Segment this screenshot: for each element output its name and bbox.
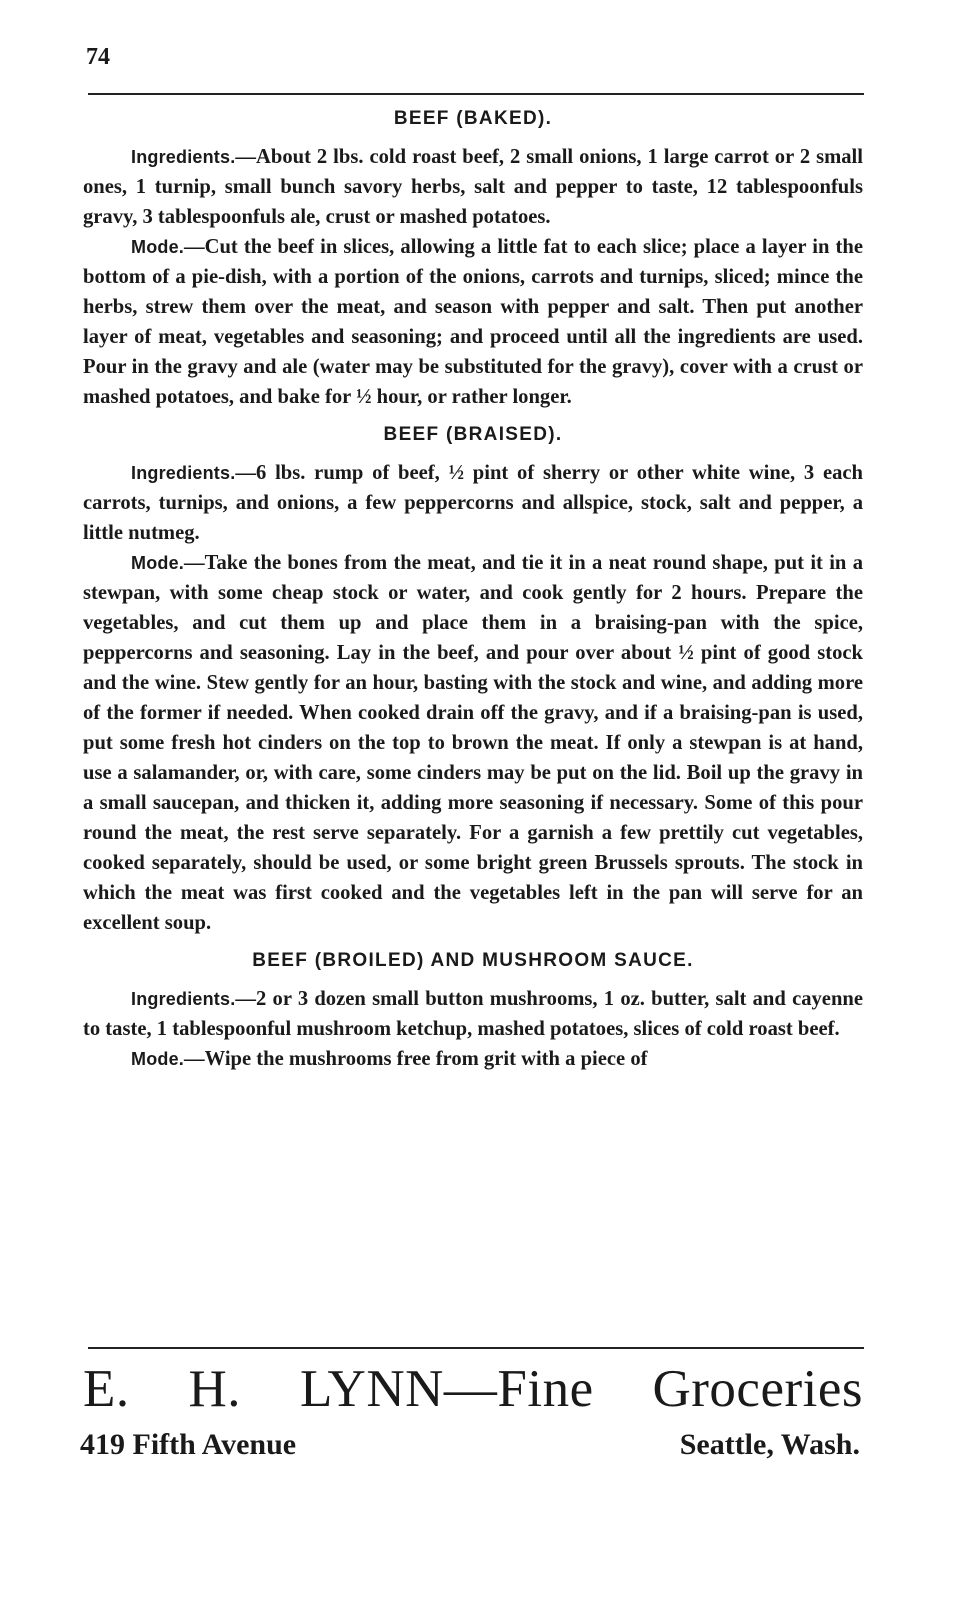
mode-paragraph bbox=[83, 232, 863, 412]
recipe-heading-beef-braised: BEEF (BRAISED). bbox=[383, 424, 563, 445]
ingredients-label: Ingredients. bbox=[131, 989, 236, 1009]
mode-label: Mode. bbox=[131, 553, 184, 573]
mode-label: Mode. bbox=[131, 237, 184, 257]
ingredients-paragraph bbox=[83, 142, 863, 232]
mode-text: —Cut the beef in slices, allowing a little fat to each slice; place a layer in the bottom of a pie-dish, with a portion of the onions, carrots and turnips, sliced; mince the herbs, strew them over the meat, and season with pepper and salt. Then put another layer of meat, vegetables and seasoning; and proceed until all the ingredients are used. Pour in the gravy and ale (water may be substituted for the gravy), cover with a crust or mashed potatoes, and bake for ½ hour, or rather longer. bbox=[83, 236, 863, 408]
mode-text: —Take the bones from the meat, and tie it in a neat round shape, put it in a stewpan, with some cheap stock or water, and cook gently for 2 hours. Prepare the vegetables, and cut them up and place them in a braising-pan with the spice, peppercorns and seasoning. Lay in the beef, and pour over about ½ pint of good stock and the wine. Stew gently for an hour, basting with the stock and wine, and adding more of the former if needed. When cooked drain off the gravy, and if a braising-pan is used, put some fresh hot cinders on the top to brown the meat. If only a stewpan is at hand, use a salamander, or, with care, some cinders may be put on the lid. Boil up the gravy in a small saucepan, and thicken it, adding more seasoning if necessary. Some of this pour round the meat, the rest serve separately. For a garnish a few prettily cut vegetables, cooked separately, should be used, or some bright green Brussels sprouts. The stock in which the meat was first cooked and the vegetables left in the pan will serve for an excellent soup. bbox=[83, 552, 863, 934]
recipe-heading-beef-broiled: BEEF (BROILED) AND MUSHROOM SAUCE. bbox=[252, 950, 694, 971]
recipe-content bbox=[83, 104, 863, 1074]
ingredients-text: —6 lbs. rump of beef, ½ pint of sherry or other white wine, 3 each carrots, turnips, and onions, a few peppercorns and allspice, stock, salt and pepper, a little nutmeg. bbox=[83, 462, 863, 544]
ingredients-text: —2 or 3 dozen small button mushrooms, 1 oz. butter, salt and cayenne to taste, 1 tablespoonful mushroom ketchup, mashed potatoes, slices of cold roast beef. bbox=[83, 988, 863, 1040]
mode-text: —Wipe the mushrooms free from grit with a piece of bbox=[184, 1048, 648, 1070]
header-rule bbox=[88, 93, 864, 95]
mode-paragraph bbox=[83, 548, 863, 938]
ingredients-text: —About 2 lbs. cold roast beef, 2 small onions, 1 large carrot or 2 small ones, 1 turnip, small bunch savory herbs, salt and pepper to taste, 12 tablespoonfuls gravy, 3 tablespoonfuls ale, crust or mashed potatoes. bbox=[83, 146, 863, 228]
ingredients-label: Ingredients. bbox=[131, 463, 236, 483]
advertisement-address bbox=[80, 1425, 860, 1465]
advertisement-city: Seattle, Wash. bbox=[679, 1428, 860, 1461]
recipe-heading-beef-baked: BEEF (BAKED). bbox=[393, 108, 553, 129]
mode-label: Mode. bbox=[131, 1049, 184, 1069]
footer-rule bbox=[88, 1347, 864, 1349]
ingredients-paragraph bbox=[83, 984, 863, 1044]
advertisement-street: 419 Fifth Avenue bbox=[80, 1428, 297, 1461]
advertisement-title: E. H. LYNN—Fine Groceries bbox=[83, 1360, 863, 1418]
page-number: 74 bbox=[86, 44, 110, 70]
ingredients-paragraph bbox=[83, 458, 863, 548]
mode-paragraph bbox=[83, 1044, 863, 1074]
ingredients-label: Ingredients. bbox=[131, 147, 236, 167]
